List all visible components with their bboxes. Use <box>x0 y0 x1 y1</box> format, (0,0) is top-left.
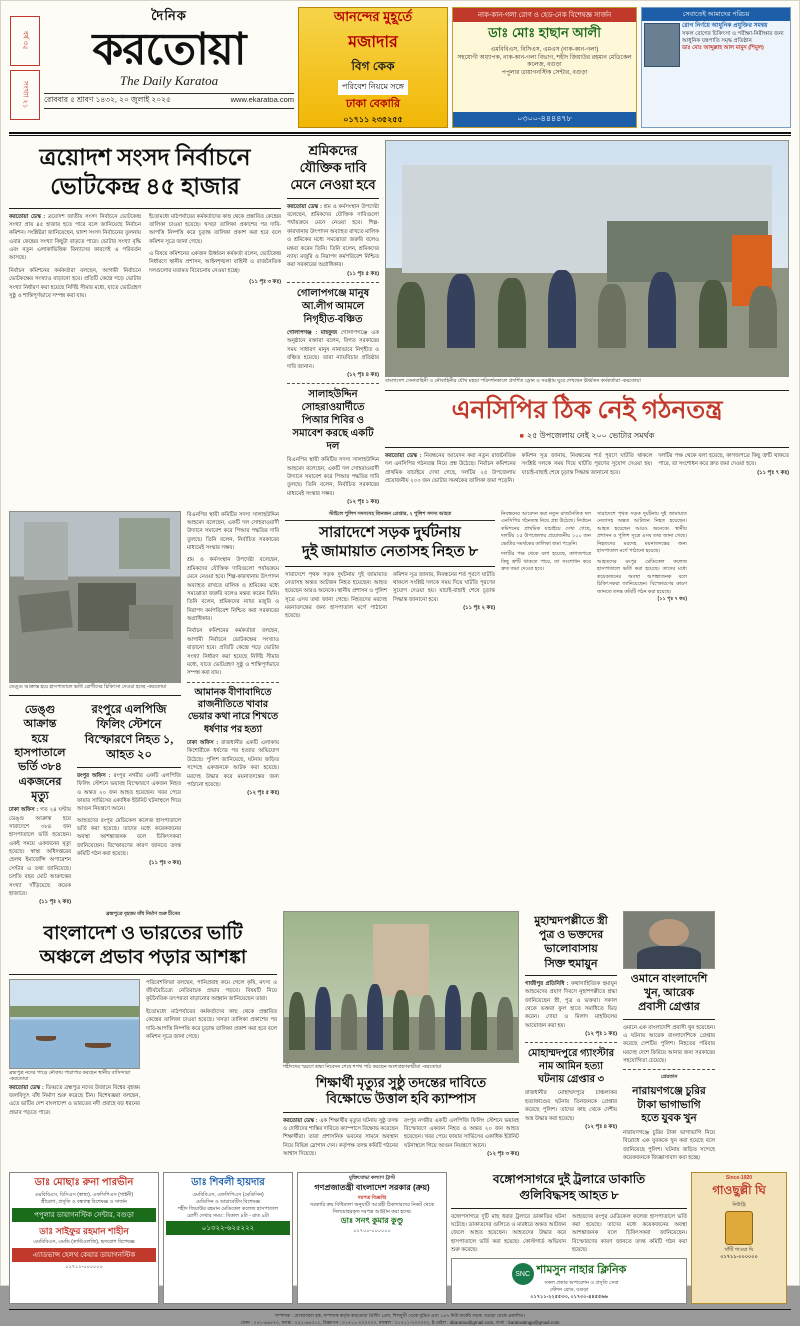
oman-story <box>623 911 715 1163</box>
campus-body2 <box>404 1117 519 1159</box>
dam-photo <box>9 979 140 1069</box>
dam-para3: ইতোমধ্যে মাঠপর্যায়ের কর্মকর্তাদের কাছ থেকে প্রস্তাবিত কেন্দ্রের তালিকা চাওয়া হয়েছে। খসড়া তালিকা প্রকাশের পর দাবি-আপত্তি নিষ্পত্তি করে চূড়ান্ত তালিকা প্রকাশ করা হবে বলে কমিশন সূত্রে জানা গেছে। <box>146 1008 277 1040</box>
right-rail-brief2-text2: আহতদের রংপুর মেডিকেল কলেজ হাসপাতালে ভর্তি করা হয়েছে। তাদের মধ্যে কয়েকজনের অবস্থা আশঙ্কাজনক বলে চিকিৎসকরা জানিয়েছেন। বিস্ফোরণের কারণ জানতে তদন্ত কমিটি গঠন করা হয়েছে। <box>597 558 687 595</box>
mid-narrow-col <box>187 511 279 907</box>
campus-headline-l2: বিক্ষোভে উত্তাল হবি ক্যাম্পাস <box>326 1091 476 1107</box>
ad-hospital-slogan: সেবাতেই আমাদের পরিচয় <box>642 8 790 21</box>
mohammadpur-headline: মোহাম্মদপুরে গ্যাংস্টার নাম আমিন হত্যা ঘটনায় গ্রেপ্তার ৩ <box>527 1048 615 1086</box>
ad-ghee-note: খাঁটি গাওয়া ঘি <box>724 1246 754 1253</box>
bottom-news-headline <box>451 1172 687 1203</box>
campus-photo <box>283 911 519 1063</box>
road-accident-headline <box>285 524 495 562</box>
ad-hospital-title: রোগ নির্ণয়ে আধুনিক প্রযুক্তির সমন্বয় <box>682 23 768 29</box>
dengue-headline-l4: একজনের মৃত্যু <box>18 775 62 802</box>
golapganj-byline: গোলাপগঞ্জ : মাহফুজ <box>287 330 337 337</box>
footer-line2: ফোন : ০৫১-৬৬৫৭০, ফ্যাক্স : ০৫১-৬৬৩১২, বিজ্ঞাপন : ০১৭১১-০০০০০০, মফস্বল : ০১৭১১-০০০০০০, ই-মেইল : dkaratoa@gmail.com, বার্তা : karatoabngp@gmail.com <box>240 1319 560 1325</box>
golapganj-text: গোলাপগঞ্জে এক অনুষ্ঠানে বক্তারা বলেন, বিগত সরকারের সময় সাধারণ মানুষ নানাভাবে নিগৃহীত ও বঞ্চিত হয়েছে। তারা ন্যায়বিচার প্রতিষ্ঠার দাবি জানান। <box>287 330 379 370</box>
lead-para2: নির্বাচন কমিশনের কর্মকর্তারা বলছেন, আগামী নির্বাচনে ভোটকক্ষের সংখ্যাও বাড়ানো হবে। প্রতিটি কেন্দ্রে গড়ে ভোটার সংখ্যা নির্ধারণ করা হয়েছে নির্দিষ্ট সীমার মধ্যে, যাতে ভোটগ্রহণ সুষ্ঠু ও শান্তিপূর্ণভাবে সম্পন্ন করা যায়। <box>9 267 141 299</box>
mid-narrow-continued: (১২ পৃঃ ৫ কঃ) <box>247 790 279 797</box>
dam-body1 <box>9 1084 140 1118</box>
issue-stamp: সংখ্যা ২১ <box>10 70 40 120</box>
road-accident-continued: (১১ পৃঃ ২ কঃ) <box>463 605 495 612</box>
ad-tender-phone: ০১৭০০-০০০০০০ <box>353 1228 391 1235</box>
masthead-dateline <box>44 93 294 109</box>
ad-shibli-chamber: শহীদ জিয়াউর রহমান মেডিকেল কলেজ হাসপাতাল <box>177 1205 279 1212</box>
lead-continued: (১১ পৃঃ ৩ কঃ) <box>249 279 281 286</box>
ad-tender-body: সরকারি ক্রয় বিধিমালা অনুযায়ী আগ্রহী ঠিকাদারদের নিকট থেকে সিলমোহরকৃত দরপত্র আহ্বান করা হচ্ছে। <box>309 1201 435 1215</box>
ncp-body-col1 <box>385 452 516 486</box>
humayun-story <box>525 911 617 1163</box>
ad-hospital-text: সকল রোগের চিকিৎসা ও পরীক্ষা-নিরীক্ষার জন্য আধুনিক যন্ত্রপাতি সমৃদ্ধ প্রতিষ্ঠান <box>682 30 784 44</box>
ad-runa-degrees: এমবিবিএস, বিসিএস (স্বাস্থ্য), এফসিপিএস (গাইনী) <box>34 1192 134 1199</box>
dengue-photo <box>9 511 181 683</box>
oman-portrait <box>623 911 715 969</box>
bottom-news-l1: বঙ্গোপসাগরে দুই ট্রলারে ডাকাতি <box>492 1172 646 1187</box>
bottom-news-l2: গুলিবিদ্ধসহ আহত ৮ <box>519 1187 619 1202</box>
ncp-continued: (১১ পৃঃ ৭ কঃ) <box>757 469 790 476</box>
lead-headline-line2: ভোটকেন্দ্র ৪৫ হাজার <box>50 173 240 199</box>
dengue-headline-l2: হয়ে হাসপাতালে <box>14 732 66 759</box>
dam-para1: তিব্বতে ব্রহ্মপুত্র নদের উজানে বিশ্বের বৃহত্তম জলবিদ্যুৎ বাঁধ নির্মাণ শুরু করেছে চীন। বিশেষজ্ঞরা বলছেন, এতে ভাটির দেশ বাংলাদেশ ও ভারতের নদী প্রবাহে বড় ধরনের প্রভাব পড়তে পারে। <box>9 1084 140 1116</box>
lead-para4: এ বিষয়ে কমিশনের একজন ঊর্ধ্বতন কর্মকর্তা বলেন, ভোটকেন্দ্র নির্ধারণে স্থানীয় প্রশাসন, আইনশৃঙ্খলা বাহিনী ও রাজনৈতিক দলগুলোর মতামত বিবেচনায় নেওয়া হচ্ছে। <box>149 251 281 274</box>
bottom-news-text1: বঙ্গোপসাগরে দুটি মাছ ধরার ট্রলারে ডাকাতির ঘটনা ঘটেছে। ডাকাতদের গুলিতে ও মারধরে অন্তত আটজন জেলে আহত হয়েছেন। আহতদের উদ্ধার করে হাসপাতালে ভর্তি করা হয়েছে। কোস্টগার্ড অভিযান শুরু করেছে। <box>451 1213 566 1253</box>
mid-narrow-story <box>187 739 279 798</box>
ad-shibli-haider[interactable] <box>163 1172 293 1303</box>
lpg-headline-l2: বিস্ফোরণে নিহত ১, আহত ২০ <box>84 733 174 761</box>
ad-shibli-phone: ০১৩২২-৬২৫২২২ <box>166 1221 290 1235</box>
masthead-kicker: দৈনিক <box>151 8 187 23</box>
dam-headline-l2: অঞ্চলে প্রভাব পড়ার আশঙ্কা <box>39 946 247 968</box>
right-rail-brief2 <box>597 511 687 604</box>
lpg-continued: (১১ পৃঃ ৩ কঃ) <box>149 859 181 866</box>
ad-runa-chamber: পপুলার ডায়াগনস্টিক সেন্টার, বগুড়া <box>12 1208 156 1222</box>
ncp-para1: নিবন্ধনের আবেদন করা নতুন রাজনৈতিক দল এনসিপির গঠনতন্ত্র নিয়ে প্রশ্ন উঠেছে। নির্বাচন কমিশনের প্রাথমিক যাচাইয়ে দেখা গেছে, দলটির ২৫ উপজেলায় প্রয়োজনীয় ২০০ জন ভোটার সমর্থকের তালিকা জমা পড়েনি। <box>385 452 516 484</box>
dengue-body <box>9 806 71 907</box>
labour-headline: শ্রমিকদের যৌক্তিক দাবি মেনে নেওয়া হবে <box>290 143 376 192</box>
right-rail-brief1 <box>501 511 591 604</box>
dam-story <box>9 911 277 1163</box>
dengue-headline-l3: ভর্তি ৩৮৪ <box>18 761 62 774</box>
ad-doctor-name: ডাঃ মোঃ হাছান আলী <box>488 25 601 40</box>
dam-photo-caption: ব্রহ্মপুত্র নদের পাড়ে নৌকায় পারাপার করছেন স্থানীয় বাসিন্দারা -করতোয়া <box>9 1069 131 1083</box>
lead-headline-line1: ত্রয়োদশ সংসদ নির্বাচনে <box>39 145 251 170</box>
campus-body1 <box>283 1117 398 1159</box>
dam-headline <box>9 922 277 970</box>
humayun-body <box>525 980 617 1039</box>
humayun-text: কথাসাহিত্যিক হুমায়ূন আহমেদের প্রয়াণ দিবসে নুহাশপল্লীতে শ্রদ্ধা জানিয়েছেন স্ত্রী, পুত্র ও ভক্তরা। সকাল থেকে ভক্তরা ফুল হাতে সমাধিতে ভিড় করেন। দোয়া ও মিলাদ মাহফিলের আয়োজন করা হয়। <box>525 980 618 1029</box>
ad-runa-parvin[interactable] <box>9 1172 159 1303</box>
road-accident-col2 <box>393 571 495 621</box>
dengue-text: গত ২৪ ঘণ্টায় ডেঙ্গু আক্রান্ত হয়ে সারাদেশে ৩৮৪ জন হাসপাতালে ভর্তি হয়েছেন। একই সময়ে একজনের মৃত্যু হয়েছে। স্বাস্থ্য অধিদপ্তরের হেলথ ইমার্জেন্সি অপারেশন সেন্টার এ তথ্য জানিয়েছে। চলতি বছর মোট আক্রান্তের সংখ্যা দাঁড়িয়েছে কয়েক হাজারে। <box>9 807 71 897</box>
golapganj-continued: (১২ পৃঃ ৪ কঃ) <box>347 371 379 378</box>
ad-ghee[interactable] <box>691 1172 787 1303</box>
campus-story <box>283 911 519 1163</box>
issue-date: রোববার ৫ শ্রাবণ ১৪৩২, ২০ জুলাই ২০২৫ <box>44 95 171 104</box>
ad-doctor-degrees: এমবিবিএস, বিসিএস, এমএস (নাক-কান-গলা) <box>490 47 599 53</box>
labour-body <box>287 203 379 278</box>
dengue-photo-caption: ডেঙ্গু আক্রান্ত হয়ে হাসপাতালে ভর্তি রোগীদের চিকিৎসা দেওয়া হচ্ছে -করতোয়া <box>9 683 167 690</box>
lpg-headline-l1: রংপুরে এলপিজি ফিলিং স্টেশনে <box>91 704 167 731</box>
oman-h-l2: খুন, আরেক <box>643 986 695 999</box>
lead-body-col2 <box>149 213 281 301</box>
ncp-subhead: ■ ২৫ উপজেলায় নেই ২০০ ভোটার সমর্থক <box>385 430 789 443</box>
bottom-news-col2 <box>572 1213 687 1255</box>
dengue-byline: ঢাকা অফিস : <box>9 807 39 814</box>
salahuddin-body <box>287 456 379 506</box>
ad-doctor-phone: ০৩০০-৪৪৪৪৭৮ <box>453 112 636 127</box>
humayun-continued: (১২ পৃঃ ১ কঃ) <box>585 1031 617 1038</box>
ad-cake-line2: মজাদার <box>348 34 398 51</box>
ad-runa-phone: ০১৭১১-০০০০০০ <box>65 1263 103 1270</box>
ad-hospital[interactable] <box>641 7 791 128</box>
right-rail-brief1-text: নিবন্ধনের আবেদন করা নতুন রাজনৈতিক দল এনসিপির গঠনতন্ত্র নিয়ে প্রশ্ন উঠেছে। নির্বাচন কমিশনের প্রাথমিক যাচাইয়ে দেখা গেছে, দলটির ২৫ উপজেলায় প্রয়োজনীয় ২০০ জন ভোটার সমর্থকের তালিকা জমা পড়েনি। <box>501 510 591 547</box>
ncp-para3: দলটির পক্ষ থেকে বলা হয়েছে, কাগজপত্রে কিছু ত্রুটি থাকতে পারে, তা সংশোধন করে দ্রুত জমা দেওয়া হবে। <box>658 452 790 468</box>
mid-narrow-para3: নির্বাচন কমিশনের কর্মকর্তারা বলছেন, আগামী নির্বাচনে ভোটকক্ষের সংখ্যাও বাড়ানো হবে। প্রতিটি কেন্দ্রে গড়ে ভোটার সংখ্যা নির্ধারণ করা হয়েছে নির্দিষ্ট সীমার মধ্যে, যাতে ভোটগ্রহণ সুষ্ঠু ও শান্তিপূর্ণভাবে সম্পন্ন করা যায়। <box>187 628 279 677</box>
ad-tender-org: মুক্তিযোদ্ধা কল্যাণ ট্রাস্ট <box>349 1175 395 1182</box>
ad-clinic-phone: ০১৭১১-২২৫৫৩৩, ০১৭৩০-৪৪৫৫৬৬ <box>530 1293 608 1300</box>
ad-clinic-sub: সকল প্রকার অপারেশন ও প্রসূতি সেবা <box>544 1280 619 1287</box>
third-band <box>1 911 799 1163</box>
humayun-headline <box>525 914 617 971</box>
labour-continued: (১১ পৃঃ ৫ কঃ) <box>347 270 379 277</box>
ad-tender-notice[interactable] <box>297 1172 447 1303</box>
ad-cake-brand: ঢাকা বেকারি <box>345 98 401 110</box>
masthead-title-block <box>44 7 294 128</box>
dam-byline: করতোয়া ডেস্ক : <box>9 1084 44 1091</box>
salahuddin-continued: (১২ পৃঃ ১ কঃ) <box>347 499 379 506</box>
dam-body2 <box>146 979 277 1118</box>
humayun-h-l3: ভালোবাসায় <box>544 943 598 956</box>
ncp-byline: করতোয়া ডেস্ক : <box>385 452 422 459</box>
salahuddin-headline: সালাহউদ্দিন সোহরাওয়ার্দীতে পিআর শিবির ও সমাবেশ করছে একটি দল <box>292 389 374 453</box>
ad-hospital-body <box>642 21 790 69</box>
salahuddin-text: বিএনপির স্থায়ী কমিটির সদস্য সালাহউদ্দিন আহমেদ বলেছেন, একটি দল সোহরাওয়ার্দী উদ্যানে সমাবেশ করে পিআর পদ্ধতির দাবি তুলছে। তিনি বলেন, নির্বাচিত সরকারের মাধ্যমেই সংস্কার সম্ভব। <box>287 457 379 497</box>
ad-clinic-name: শামসুন নাহার ক্লিনিক <box>536 1264 627 1277</box>
campus-headline-l1: শিক্ষার্থী মৃত্যুর সুষ্ঠু তদন্তের দাবিতে <box>315 1075 487 1091</box>
ad-shamsun-nahar-clinic[interactable] <box>451 1258 687 1303</box>
ad-advance-health: এ্যাডভান্স হেলথ কেয়ার ডায়াগনস্টিক <box>12 1248 156 1262</box>
top-section <box>1 140 799 507</box>
ad-shibli-degrees: এমবিবিএস, এফসিপিএস (মেডিসিন) <box>192 1192 264 1199</box>
ad-ghee-sub: নিউট্রি <box>732 1202 746 1209</box>
humayun-h-l4: সিক্ত হুমায়ুন <box>544 957 598 970</box>
ncp-para2: কমিশন সূত্র জানায়, নিবন্ধনের শর্ত পূরণে ঘাটতি থাকলে সংশ্লিষ্ট দলকে সময় দিয়ে ঘাটতি পূরণের সুযোগ দেওয়া হয়। যাচাই-বাছাই শেষে চূড়ান্ত সিদ্ধান্ত জানানো হবে। <box>521 452 653 476</box>
ncp-body-col3 <box>658 452 789 486</box>
lpg-byline: রংপুর অফিস : <box>77 772 111 779</box>
lpg-body <box>77 772 181 867</box>
road-accident-text2: কমিশন সূত্র জানায়, নিবন্ধনের শর্ত পূরণে ঘাটতি থাকলে সংশ্লিষ্ট দলকে সময় দিয়ে ঘাটতি পূরণের সুযোগ দেওয়া হয়। যাচাই-বাছাই শেষে চূড়ান্ত সিদ্ধান্ত জানানো হবে। <box>393 571 495 603</box>
campus-text2: রংপুর নগরীর একটি এলপিজি ফিলিং স্টেশনে ভয়াবহ বিস্ফোরণে একজন নিহত ও অন্তত ২০ জন আহত হয়েছেন। খবর পেয়ে ফায়ার সার্ভিসের একাধিক ইউনিট ঘটনাস্থলে গিয়ে আগুন নিয়ন্ত্রণে আনে। <box>404 1117 519 1149</box>
narayanganj-text: নারায়ণগঞ্জে চুরির টাকা ভাগাভাগি নিয়ে বিরোধে এক যুবককে খুন করা হয়েছে বলে জানিয়েছে পুলিশ। ঘটনায় জড়িত সন্দেহে কয়েকজনকে জিজ্ঞাসাবাদ করা হচ্ছে। <box>623 1129 715 1161</box>
ad-tender-gov: গণপ্রজাতন্ত্রী বাংলাদেশ সরকার (ক্রয়) <box>314 1183 430 1193</box>
ad-doctor-chamber: সহযোগী অধ্যাপক, নাক-কান-গলা বিভাগ, শহীদ জিয়াউর রহমান মেডিকেল কলেজ, বগুড়া <box>457 54 632 68</box>
bottom-ad-row <box>1 1168 799 1303</box>
ad-hospital-portrait <box>644 23 680 67</box>
ncp-body-col2 <box>522 452 653 486</box>
masthead <box>1 1 799 130</box>
oman-h-l3: প্রবাসী গ্রেপ্তার <box>638 1001 700 1014</box>
humayun-byline: গাজীপুর প্রতিনিধি : <box>525 980 569 987</box>
narayanganj-h-l3: হতে যুবক খুন <box>641 1113 697 1125</box>
golapganj-body <box>287 329 379 379</box>
dam-kicker: ব্রহ্মপুত্রে বৃহত্তম বাঁধ নির্মাণ শুরু চীনের <box>105 910 181 917</box>
road-accident-block <box>285 511 495 907</box>
main-photo <box>385 140 789 377</box>
ad-shibli-name: ডাঃ শিবলী হায়দার <box>191 1177 265 1189</box>
page-footer <box>9 1309 791 1326</box>
ad-ghee-brand: গাওছুল্লী ঘি <box>712 1183 766 1198</box>
right-rail-brief1-text2: দলটির পক্ষ থেকে বলা হয়েছে, কাগজপত্রে কিছু ত্রুটি থাকতে পারে, তা সংশোধন করে দ্রুত জমা দেওয়া হবে। <box>501 551 591 573</box>
mohammadpur-body <box>525 1089 617 1131</box>
road-accident-text1: সারাদেশে পৃথক সড়ক দুর্ঘটনায় দুই জামায়াত নেতাসহ অন্তত আটজন নিহত হয়েছেন। আহত হয়েছেন আরও অনেকে। স্থানীয় প্রশাসন ও পুলিশ সূত্রে এসব তথ্য জানা গেছে। নিহতদের মরদেহ ময়নাতদন্তের জন্য হাসপাতাল মর্গে পাঠানো হয়েছে। <box>285 571 387 620</box>
narayanganj-h-l2: টাকা ভাগাভাগি <box>637 1099 701 1111</box>
humayun-h-l1: মুহাম্মদপল্লীতে স্ত্রী <box>534 914 608 927</box>
bottom-news-text2: আহতদের রংপুর মেডিকেল কলেজ হাসপাতালে ভর্তি করা হয়েছে। তাদের মধ্যে কয়েকজনের অবস্থা আশঙ্কাজনক বলে চিকিৎসকরা জানিয়েছেন। বিস্ফোরণের কারণ জানতে তদন্ত কমিটি গঠন করা হয়েছে। <box>572 1213 687 1253</box>
road-accident-headline-l1: সারাদেশে সড়ক দুর্ঘটনায় <box>319 525 461 542</box>
lpg-para1: রংপুর নগরীর একটি এলপিজি ফিলিং স্টেশনে ভয়াবহ বিস্ফোরণে একজন নিহত ও অন্তত ২০ জন আহত হয়েছেন। খবর পেয়ে ফায়ার সার্ভিসের একাধিক ইউনিট ঘটনাস্থলে গিয়ে আগুন নিয়ন্ত্রণে আনে। <box>77 772 182 813</box>
road-accident-headline-l2: দুই জামায়াত নেতাসহ নিহত ৮ <box>301 543 479 560</box>
ad-cake-tagline: পরিবেশ নিয়মে সঙ্গে <box>338 80 408 95</box>
lead-story <box>9 140 281 507</box>
footer-line1: সম্পাদক : মোজাম্মেল হক, সম্পাদক কর্তৃক করতোয়া প্রিন্টিং প্রেস, শিলমুখী থেকে মুদ্রিত এবং ১৪৭ নিউ মার্কেট সড়ক, বগুড়া থেকে প্রকাশিত। <box>274 1312 526 1318</box>
ad-runa-name: ডাঃ মোছাঃ রুনা পারভীন <box>34 1177 134 1189</box>
ad-shibli-visit: রোগী দেখার সময় : বিকাল ৪টা - রাত ৯টা <box>187 1212 269 1219</box>
oman-body <box>623 1024 715 1066</box>
ad-runa-specialty: স্ত্রীরোগ, প্রসূতি ও বন্ধ্যাত্ব বিশেষজ্ঞ ও সার্জন <box>41 1199 127 1206</box>
clinic-logo-icon: SNC <box>512 1263 534 1285</box>
road-accident-kicker: স্টাইলে পুলিশ সদস্যসহ তিনজন গ্রেপ্তার, ২ পুলিশ সদস্য আহত <box>285 511 495 522</box>
dengue-continued: (১১ পৃঃ ২ কঃ) <box>39 899 71 906</box>
ad-sanat-name: ডাঃ সনৎ কুমার কুণ্ডু <box>340 1216 404 1226</box>
ad-doctor-visit: পপুলার ডায়াগনস্টিক সেন্টার, বগুড়া <box>501 69 588 76</box>
campus-byline: করতোয়া ডেস্ক : <box>283 1117 318 1124</box>
lead-byline: করতোয়া ডেস্ক : <box>9 213 46 220</box>
website-url[interactable]: www.ekaratoa.com <box>230 95 294 104</box>
mid-narrow-text <box>187 511 279 678</box>
right-rail-brief2-text: সারাদেশে পৃথক সড়ক দুর্ঘটনায় দুই জামায়াত নেতাসহ অন্তত আটজন নিহত হয়েছেন। আহত হয়েছেন আরও অনেকে। স্থানীয় প্রশাসন ও পুলিশ সূত্রে এসব তথ্য জানা গেছে। নিহতদের মরদেহ ময়নাতদন্তের জন্য হাসপাতাল মর্গে পাঠানো হয়েছে। <box>597 510 687 555</box>
labour-byline: করতোয়া ডেস্ক : <box>287 203 322 210</box>
ad-hospital-doctor: ডাঃ মোঃ আব্দুল্লাহ আল মামুন (শিমুল) <box>682 45 764 52</box>
masthead-stamps <box>9 7 40 128</box>
masthead-english-name: The Daily Karatoa <box>119 73 219 88</box>
oman-text: ওমানে এক বাংলাদেশি প্রবাসী খুন হয়েছেন। এ ঘটনায় আরেক বাংলাদেশিকে গ্রেপ্তার করেছে দেশটির পুলিশ। নিহতের পরিবার মরদেহ দেশে ফিরিয়ে আনার জন্য সরকারের সহযোগিতা চেয়েছে। <box>623 1024 715 1065</box>
campus-headline <box>283 1075 519 1108</box>
main-photo-block <box>385 140 789 507</box>
dengue-block <box>9 511 181 907</box>
labour-story <box>287 140 379 507</box>
ncp-headline: এনসিপির ঠিক নেই গঠনতন্ত্র <box>451 396 723 424</box>
volume-stamp: বর্ষ ৩৫ <box>10 16 40 66</box>
ad-doctor-hassan-ali[interactable] <box>452 7 637 128</box>
ad-shahin-name: ডাঃ সাইফুর রহমান শাহীন <box>39 1225 129 1236</box>
lead-para3: ইতোমধ্যে মাঠপর্যায়ের কর্মকর্তাদের কাছ থেকে প্রস্তাবিত কেন্দ্রের তালিকা চাওয়া হয়েছে। খসড়া তালিকা প্রকাশের পর দাবি-আপত্তি নিষ্পত্তি করে চূড়ান্ত তালিকা প্রকাশ করা হবে বলে কমিশন সূত্রে জানা গেছে। <box>149 213 281 245</box>
labour-text: শ্রম ও কর্মসংস্থান উপদেষ্টা বলেছেন, শ্রমিকদের যৌক্তিক দাবিগুলো পর্যায়ক্রমে মেনে নেওয়া হবে। শিল্প-কারখানায় উৎপাদন অব্যাহত রাখতে মালিক ও শ্রমিকের মধ্যে সমঝোতা জরুরি বলেও মন্তব্য করেন তিনি। তিনি বলেন, শ্রমিকদের ন্যায্য মজুরি ও নিরাপদ কর্মপরিবেশ নিশ্চিত করা সরকারের অগ্রাধিকার। <box>287 203 379 269</box>
mid-narrow-para: বিএনপির স্থায়ী কমিটির সদস্য সালাহউদ্দিন আহমেদ বলেছেন, একটি দল সোহরাওয়ার্দী উদ্যানে সমাবেশ করে পিআর পদ্ধতির দাবি তুলছে। তিনি বলেন, নির্বাচিত সরকারের মাধ্যমেই সংস্কার সম্ভব। <box>187 511 279 552</box>
mid-narrow-byline: ঢাকা অফিস : <box>187 740 219 747</box>
golapganj-headline: গোলাপগঞ্জে মানুষ আ.লীগ আমলে নিগৃহীত-বঞ্চিত <box>296 288 370 326</box>
mid-narrow-headline: আমানক বীণাবাদিতে রাজনীতিতে খাবার ভেয়ার কথা নারে শিখতে ধর্ষণার পর হত্যা <box>187 687 279 735</box>
oman-headline <box>623 972 715 1015</box>
lead-para1: ত্রয়োদশ জাতীয় সংসদ নির্বাচনে ভোটকেন্দ্র সংখ্যা প্রায় ৪৫ হাজার হতে পারে বলে জানিয়েছে নির্বাচন কমিশন। সংশ্লিষ্টরা জানিয়েছেন, দ্বাদশ সংসদ নির্বাচনের তুলনায় এবার কেন্দ্রের সংখ্যা কিছুটা বাড়তে পারে। ভোটার সংখ্যা বৃদ্ধি এবং নতুন এলাকাভিত্তিক বিন্যাসের কারণেই এ পরিবর্তন আসছে। <box>9 213 141 262</box>
campus-text: এক শিক্ষার্থীর মৃত্যুর ঘটনায় সুষ্ঠু তদন্ত ও দোষীদের শাস্তির দাবিতে ক্যাম্পাসে বিক্ষোভ করেছেন শিক্ষার্থীরা। তারা প্রশাসনিক ভবনের সামনে অবস্থান নিয়ে বিভিন্ন স্লোগান দেন। কর্তৃপক্ষ তদন্ত কমিটি গঠনের আশ্বাস দিয়েছে। <box>283 1117 398 1158</box>
dam-headline-l1: বাংলাদেশ ও ভারতের ভাটি <box>43 923 243 945</box>
right-rail-continued: (১১ পৃঃ ৭ কঃ) <box>657 596 687 603</box>
ad-cake-product: বিগ কেক <box>351 59 395 73</box>
mid-narrow-body: রাজধানীর একটি এলাকায় কিশোরীকে ধর্ষণের পর হত্যার অভিযোগ উঠেছে। পুলিশ জানিয়েছে, ঘটনায় জড়িত সন্দেহে একজনকে আটক করা হয়েছে। মরদেহ উদ্ধার করে ময়নাতদন্তের জন্য পাঠানো হয়েছে। <box>187 740 279 788</box>
bottom-news-col1 <box>451 1213 566 1255</box>
ad-clinic-address: স্টেশন রোড, বগুড়া <box>549 1287 589 1294</box>
ad-cake-line1: আনন্দের মুহূর্তে <box>333 9 413 24</box>
lpg-para2: আহতদের রংপুর মেডিকেল কলেজ হাসপাতালে ভর্তি করা হয়েছে। তাদের মধ্যে কয়েকজনের অবস্থা আশঙ্কাজনক বলে চিকিৎসকরা জানিয়েছেন। বিস্ফোরণের কারণ জানতে তদন্ত কমিটি গঠন করা হয়েছে। <box>77 817 181 858</box>
lead-headline <box>9 144 281 202</box>
ad-shibli-specialty: মেডিসিন ও ডায়াবেটিস বিশেষজ্ঞ <box>196 1199 260 1206</box>
ad-ghee-since: Since-1920 <box>725 1175 753 1182</box>
narayanganj-headline <box>623 1085 715 1126</box>
campus-photo-caption: শহীদদের স্মরণে শ্রদ্ধা নিবেদন শেষে শপথ পাঠ করছেন অংশগ্রহণকারীরা -করতোয়া <box>283 1063 442 1070</box>
masthead-name: করতোয়া <box>92 25 246 74</box>
road-accident-col1 <box>285 571 387 621</box>
ad-doctor-specialty: নাক-কান-গলা রোগ ও হেড-নেক বিশেষজ্ঞ সার্জন <box>453 8 636 22</box>
narayanganj-body <box>623 1129 715 1163</box>
ad-ghee-phone: ০১৭১১-০০০০০০ <box>720 1253 758 1260</box>
dengue-headline <box>9 703 71 803</box>
humayun-h-l2: পুত্র ও ভক্তদের <box>538 928 604 941</box>
mohammadpur-continued: (১২ পৃঃ ৪ কঃ) <box>585 1123 617 1130</box>
ad-shahin-degrees: এমবিবিএস, এমডি (কার্ডিওলজি), হৃদরোগ বিশেষজ্ঞ <box>33 1238 135 1245</box>
mid-narrow-para2: শ্রম ও কর্মসংস্থান উপদেষ্টা বলেছেন, শ্রমিকদের যৌক্তিক দাবিগুলো পর্যায়ক্রমে মেনে নেওয়া হবে। শিল্প-কারখানায় উৎপাদন অব্যাহত রাখতে মালিক ও শ্রমিকের মধ্যে সমঝোতা জরুরি বলেও মন্তব্য করেন তিনি। তিনি বলেন, শ্রমিকদের ন্যায্য মজুরি ও নিরাপদ কর্মপরিবেশ নিশ্চিত করা সরকারের অগ্রাধিকার। <box>187 557 279 623</box>
lpg-headline <box>77 703 181 763</box>
narayanganj-kicker: প্রেরতান <box>660 1074 678 1081</box>
mohammadpur-text: রাজধানীর মোহাম্মদপুরে চাঞ্চল্যকর হত্যাকাণ্ডের ঘটনায় তিনজনকে গ্রেপ্তার করেছে পুলিশ। তাদের কাছ থেকে দেশীয় অস্ত্র উদ্ধার করা হয়েছে। <box>525 1090 617 1122</box>
main-photo-caption: বাংলাদেশ সেনাবাহিনী ও নৌবাহিনীর যৌথ মহড়া পরিদর্শনকালে প্রদর্শিত ড্রোন ও সরঞ্জাম ঘুরে দেখছেন ঊর্ধ্বতন কর্মকর্তারা -করতোয়া <box>385 378 641 384</box>
second-band <box>1 511 799 907</box>
oman-h-l1: ওমানে বাংলাদেশি <box>630 972 708 985</box>
dam-para2: পরিবেশবিদরা বলছেন, পানিপ্রবাহ কমে গেলে কৃষি, মৎস্য ও জীববৈচিত্র্যে নেতিবাচক প্রভাব পড়বে। বিষয়টি নিয়ে কূটনৈতিক তৎপরতা বাড়ানোর আহ্বান জানিয়েছেন তারা। <box>146 979 277 1003</box>
narayanganj-h-l1: নারায়ণগঞ্জে চুরির <box>632 1085 706 1097</box>
bottom-news-block <box>451 1172 687 1303</box>
ad-cake-bakery[interactable] <box>298 7 448 128</box>
right-rail <box>501 511 687 907</box>
masthead-rule-thin <box>9 135 791 136</box>
lead-body-col1 <box>9 213 141 301</box>
masthead-rule <box>9 132 791 134</box>
ad-tender-sub: দরপত্র বিজ্ঞপ্তি <box>357 1195 387 1202</box>
campus-continued: (১২ পৃঃ ৩ কঃ) <box>487 1151 519 1158</box>
ghee-jar-icon <box>725 1211 753 1245</box>
ad-cake-phone: ০১৭১১ ২৩৫২৫৫ <box>343 115 403 124</box>
dengue-headline-l1: ডেঙ্গু আক্রান্ত <box>23 704 57 731</box>
